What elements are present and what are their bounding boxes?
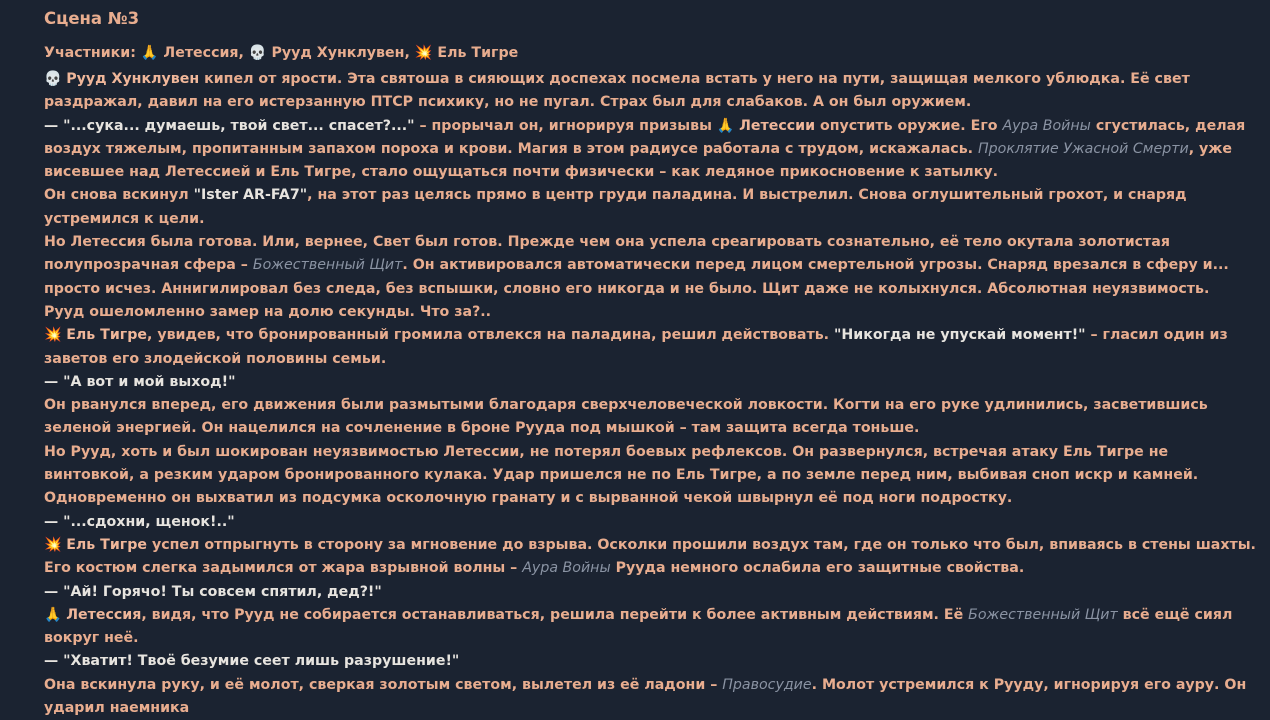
narration-text: – прорычал он, игнорируя призывы [414,117,717,134]
skull-icon: 💀 [44,71,67,87]
narration-text: . Молот устремился к Рууду, игнорируя его ауру. Он ударил наемника [44,676,1247,717]
narration-text: сгустилась, делая воздух тяжелым, пропитанным запахом пороха и крови. Магия в этом радиусе работала с трудом, искажалась. [44,117,1246,157]
praying-hands-icon: 🙏 [44,606,67,623]
ability-name: Аура Войны [1002,117,1091,134]
dialogue-quote: — "Хватит! Твоё безумие сеет лишь разрушение!" [44,653,460,670]
character-name: Ель Тигре [66,536,147,553]
narration-text: Но Рууд, хоть и был шокирован неуязвимостью Летессии, не потерял боевых рефлексов. Он развернулся, встречая атаку Ель Тигре не винтовкой, а резким ударом бронированного кулака. Удар пришелся не по Ель Тигре, а по земле перед ним, выбивая сноп искр и камней. Одновременно он выхватил из подсумка осколочную гранату и с вырванной чекой швырнул её под ноги подростку. [44,443,1199,507]
narration-text: Рууда немного ослабила его защитные свойства. [610,560,1025,577]
story-paragraph [44,68,1258,115]
dialogue-quote: "Никогда не упускай момент!" [834,327,1086,344]
narration-text: Рууд ошеломленно замер на долю секунды. Что за?.. [44,303,492,320]
narration-text: , видя, что Рууд не собирается останавливаться, решила перейти к более активным действиям. Её [141,606,969,623]
narration-text: опустить оружие. Его [815,117,1003,134]
character-name: Рууд Хунклувен [66,71,200,87]
story-paragraph [44,604,1258,651]
narration-text: , на этот раз целясь прямо в центр груди паладина. И выстрелил. Снова оглушительный грохот, и снаряд устремился к цели. [44,187,1187,227]
praying-hands-icon: 🙏 [716,117,740,134]
ability-name: Правосудие [722,676,812,693]
participant-ruud: Рууд Хунклувен [266,45,405,61]
story-paragraph [44,511,1258,534]
ability-name: Аура Войны [522,560,611,577]
story-paragraph [44,581,1258,604]
story-paragraph [44,650,1258,673]
scene-title: Сцена №3 [44,9,140,28]
participants-label: Участники: [44,45,141,61]
ability-name: Божественный Щит [968,606,1118,623]
ability-name: Проклятие Ужасной Смерти [978,140,1189,157]
story-paragraph [44,674,1258,720]
participants-line [44,42,1258,68]
narration-text: Но Летессия была готова. Или, вернее, Свет был готов. Прежде чем она успела среагировать сознательно, её тело окутала золотистая полупрозрачная сфера – [44,234,1170,274]
story-paragraph [44,184,1258,231]
character-name: Летессия [66,606,142,623]
character-name: Летессии [739,117,816,134]
story-paragraph [44,394,1258,441]
dialogue-quote: — "Ай! Горячо! Ты совсем спятил, дед?!" [44,583,382,600]
narration-text: Он рванулся вперед, его движения были размытыми благодаря сверхчеловеческой ловкости. Когти на его руке удлинились, засветившись зеленой энергией. Он нацелился на сочленение в броне Рууда под мышкой – там защита всегда тоньше. [44,397,1208,437]
story-paragraph [44,115,1258,185]
dialogue-quote: — "...сука... думаешь, твой свет... спасет?..." [44,117,415,134]
skull-icon: 💀 [248,45,267,61]
explosion-icon: 💥 [44,536,67,553]
story-paragraph [44,301,1258,324]
explosion-icon: 💥 [414,45,433,61]
narration-text: всё ещё сиял вокруг неё. [44,606,1233,647]
participant-letessia: Летессия [158,45,239,61]
narration-text: успел отпрыгнуть в сторону за мгновение до взрыва. Осколки прошили воздух там, где он только что был, впиваясь в стены шахты. Его костюм слегка задымился от жара взрывной волны – [44,536,1256,577]
character-name: Ель Тигре [66,327,147,344]
participants-separator: , [404,45,415,61]
story-paragraph [44,324,1258,371]
explosion-icon: 💥 [44,327,67,344]
story-paragraph [44,441,1258,511]
narration-text: , увидев, что бронированный громила отвлекся на паладина, решил действовать. [147,327,834,344]
participants-separator: , [238,45,249,61]
narration-text: кипел от ярости. Эта святоша в сияющих доспехах посмела встать у него на пути, защищая мелкого ублюдка. Её свет раздражал, давил на его истерзанную ПТСР психику, но не пугал. Страх был для слабаков. А он был оружием. [44,71,1190,111]
story-paragraph [44,371,1258,394]
narration-text: , уже висевшее над Летессией и Ель Тигре, стало ощущаться почти физически – как ледяное прикосновение к затылку. [44,140,1233,181]
story-paragraph [44,231,1258,301]
dialogue-quote: — "...сдохни, щенок!.." [44,513,235,530]
dialogue-quote: "Ister AR-FA7" [193,187,308,204]
story-paragraph [44,534,1258,581]
narration-text: Она вскинула руку, и её молот, сверкая золотым светом, вылетел из её ладони – [44,676,723,693]
praying-hands-icon: 🙏 [140,45,159,61]
dialogue-quote: — "А вот и мой выход!" [44,373,236,390]
ability-name: Божественный Щит [252,257,403,274]
participant-el-tigre: Ель Тигре [432,45,519,61]
story-text [44,68,1258,720]
narration-text: – гласил один из заветов его злодейской половины семьи. [44,327,1228,367]
narration-text: . Он активировался автоматически перед лицом смертельной угрозы. Снаряд врезался в сферу и... просто исчез. Аннигилировал без следа, без вспышки, словно его никогда и не было. Щит даже не колыхнулся. Абсолютная неуязвимость. [44,257,1229,297]
narration-text: Он снова вскинул [44,187,194,204]
